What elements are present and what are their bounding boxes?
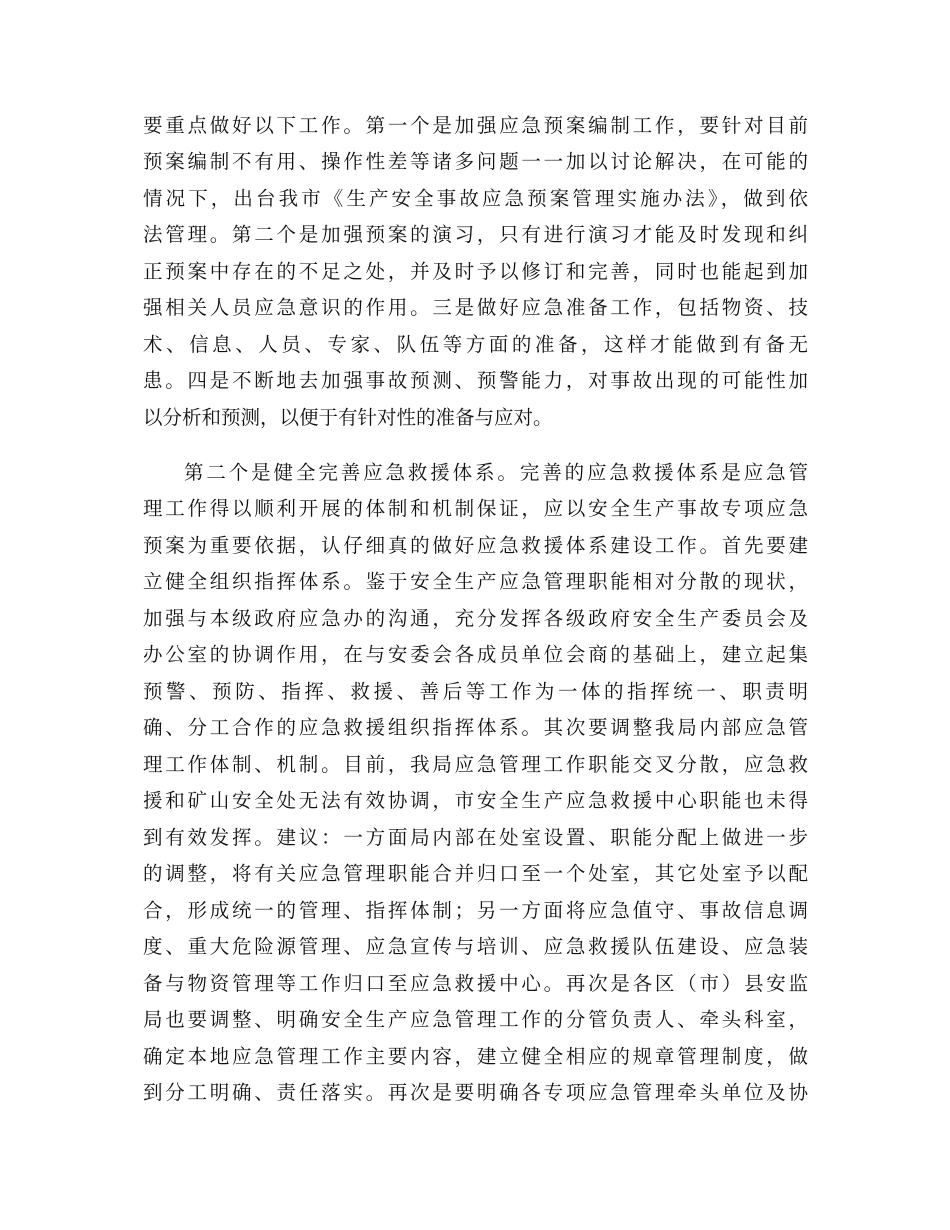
text-line: 确定本地应急管理工作主要内容，建立健全相应的规章管理制度，做 bbox=[143, 1045, 808, 1068]
text-line: 到有效发挥。建议：一方面局内部在处室设置、职能分配上做进一步 bbox=[143, 826, 808, 849]
text-line: 术、信息、人员、专家、队伍等方面的准备，这样才能做到有备无 bbox=[143, 333, 808, 356]
text-line: 理工作体制、机制。目前，我局应急管理工作职能交叉分散，应急救 bbox=[143, 753, 808, 776]
text-line: 度、重大危险源管理、应急宣传与培训、应急救援队伍建设、应急装 bbox=[143, 935, 808, 958]
text-line: 确、分工合作的应急救援组织指挥体系。其次要调整我局内部应急管 bbox=[143, 716, 808, 739]
text-line: 合，形成统一的管理、指挥体制；另一方面将应急值守、事故信息调 bbox=[143, 899, 808, 922]
text-line: 正预案中存在的不足之处，并及时予以修订和完善，同时也能起到加 bbox=[143, 260, 808, 283]
text-line: 要重点做好以下工作。第一个是加强应急预案编制工作，要针对目前 bbox=[143, 114, 808, 137]
text-line: 办公室的协调作用，在与安委会各成员单位会商的基础上，建立起集 bbox=[143, 643, 808, 666]
text-line: 援和矿山安全处无法有效协调，市安全生产应急救援中心职能也未得 bbox=[143, 789, 808, 812]
text-line: 备与物资管理等工作归口至应急救援中心。再次是各区（市）县安监 bbox=[143, 972, 808, 995]
text-line: 预案编制不有用、操作性差等诸多问题一一加以讨论解决，在可能的 bbox=[143, 150, 808, 173]
text-line: 预警、预防、指挥、救援、善后等工作为一体的指挥统一、职责明 bbox=[143, 680, 808, 703]
text-line: 理工作得以顺利开展的体制和机制保证，应以安全生产事故专项应急 bbox=[143, 497, 808, 520]
text-line: 第二个是健全完善应急救援体系。完善的应急救援体系是应急管 bbox=[184, 461, 808, 484]
text-line: 预案为重要依据，认仔细真的做好应急救援体系建设工作。首先要建 bbox=[143, 534, 808, 557]
text-line: 加强与本级政府应急办的沟通，充分发挥各级政府安全生产委员会及 bbox=[143, 607, 808, 630]
text-line: 的调整，将有关应急管理职能合并归口至一个处室，其它处室予以配 bbox=[143, 862, 808, 885]
text-line: 法管理。第二个是加强预案的演习，只有进行演习才能及时发现和纠 bbox=[143, 223, 808, 246]
text-line: 到分工明确、责任落实。再次是要明确各专项应急管理牵头单位及协 bbox=[143, 1081, 808, 1104]
text-line: 以分析和预测，以便于有针对性的准备与应对。 bbox=[143, 406, 553, 429]
text-line: 局也要调整、明确安全生产应急管理工作的分管负责人、牵头科室， bbox=[143, 1008, 808, 1031]
text-line: 强相关人员应急意识的作用。三是做好应急准备工作，包括物资、技 bbox=[143, 296, 808, 319]
text-line: 情况下，出台我市《生产安全事故应急预案管理实施办法》，做到依 bbox=[143, 187, 808, 210]
text-line: 立健全组织指挥体系。鉴于安全生产应急管理职能相对分散的现状， bbox=[143, 570, 808, 593]
text-line: 患。四是不断地去加强事故预测、预警能力，对事故出现的可能性加 bbox=[143, 369, 808, 392]
